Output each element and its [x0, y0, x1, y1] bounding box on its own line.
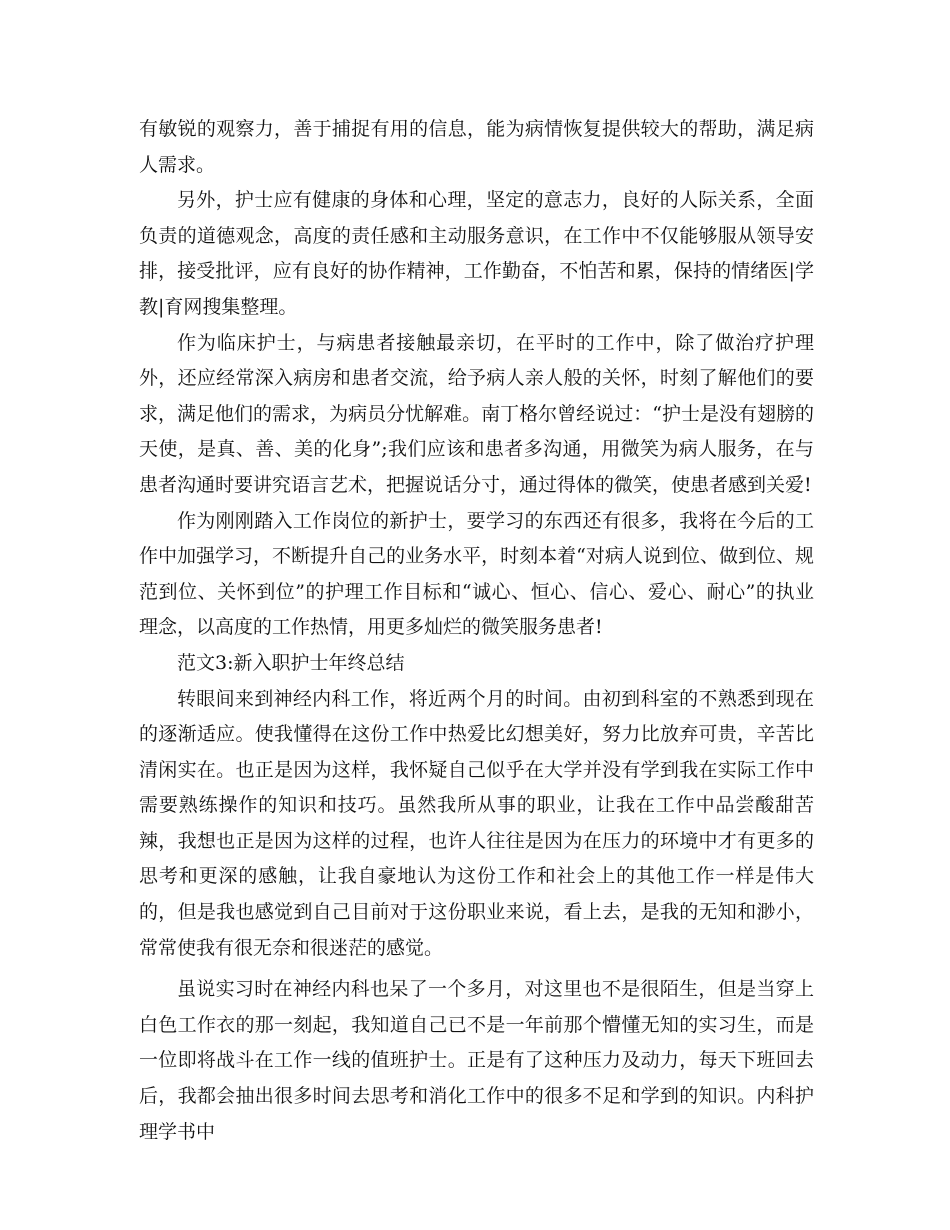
- paragraph-clinical-nurse: 作为临床护士，与病患者接触最亲切，在平时的工作中，除了做治疗护理外，还应经常深入病房和患者交流，给予病人亲人般的关怀，时刻了解他们的要求，满足他们的需求，为病员分忧解难。南丁格尔曾经说过：“护士是没有翅膀的天使，是真、善、美的化身”;我们应该和患者多沟通，用微笑为病人服务，在与患者沟通时要讲究语言艺术，把握说话分寸，通过得体的微笑，使患者感到关爱!: [139, 331, 814, 496]
- paragraph-neurology-work: 转眼间来到神经内科工作，将近两个月的时间。由初到科室的不熟悉到现在的逐渐适应。使我懂得在这份工作中热爱比幻想美好，努力比放弃可贵，辛苦比清闲实在。也正是因为这样，我怀疑自己似乎在大学并没有学到我在实际工作中需要熟练操作的知识和技巧。虽然我所从事的职业，让我在工作中品尝酸甜苦辣，我想也正是因为这样的过程，也许人往往是因为在压力的环境中才有更多的思考和更深的感触，让我自豪地认为这份工作和社会上的其他工作一样是伟大的，但是我也感觉到自己目前对于这份职业来说，看上去，是我的无知和渺小，常常使我有很无奈和很迷茫的感觉。: [139, 687, 814, 959]
- document-body: [139, 112, 814, 1150]
- paragraph-internship: 虽说实习时在神经内科也呆了一个多月，对这里也不是很陌生，但是当穿上白色工作衣的那一刻起，我知道自己已不是一年前那个懵懂无知的实习生，而是一位即将战斗在工作一线的值班护士。正是有了这种压力及动力，每天下班回去后，我都会抽出很多时间去思考和消化工作中的很多不足和学到的知识。内科护理学书中: [139, 978, 814, 1143]
- paragraph-nurse-qualities: 另外，护士应有健康的身体和心理，坚定的意志力，良好的人际关系，全面负责的道德观念，高度的责任感和主动服务意识，在工作中不仅能够服从领导安排，接受批评，应有良好的协作精神，工作勤奋，不怕苦和累，保持的情绪医|学教|育网搜集整理。: [139, 189, 814, 318]
- paragraph-new-nurse-learning: 作为刚刚踏入工作岗位的新护士，要学习的东西还有很多，我将在今后的工作中加强学习，不断提升自己的业务水平，时刻本着“对病人说到位、做到位、规范到位、关怀到位”的护理工作目标和“诚心、恒心、信心、爱心、耐心”的执业理念，以高度的工作热情，用更多灿烂的微笑服务患者!: [139, 509, 814, 639]
- paragraph-continuation: 有敏锐的观察力，善于捕捉有用的信息，能为病情恢复提供较大的帮助，满足病人需求。: [139, 118, 814, 176]
- section-heading: 范文3:新入职护士年终总结: [177, 651, 405, 674]
